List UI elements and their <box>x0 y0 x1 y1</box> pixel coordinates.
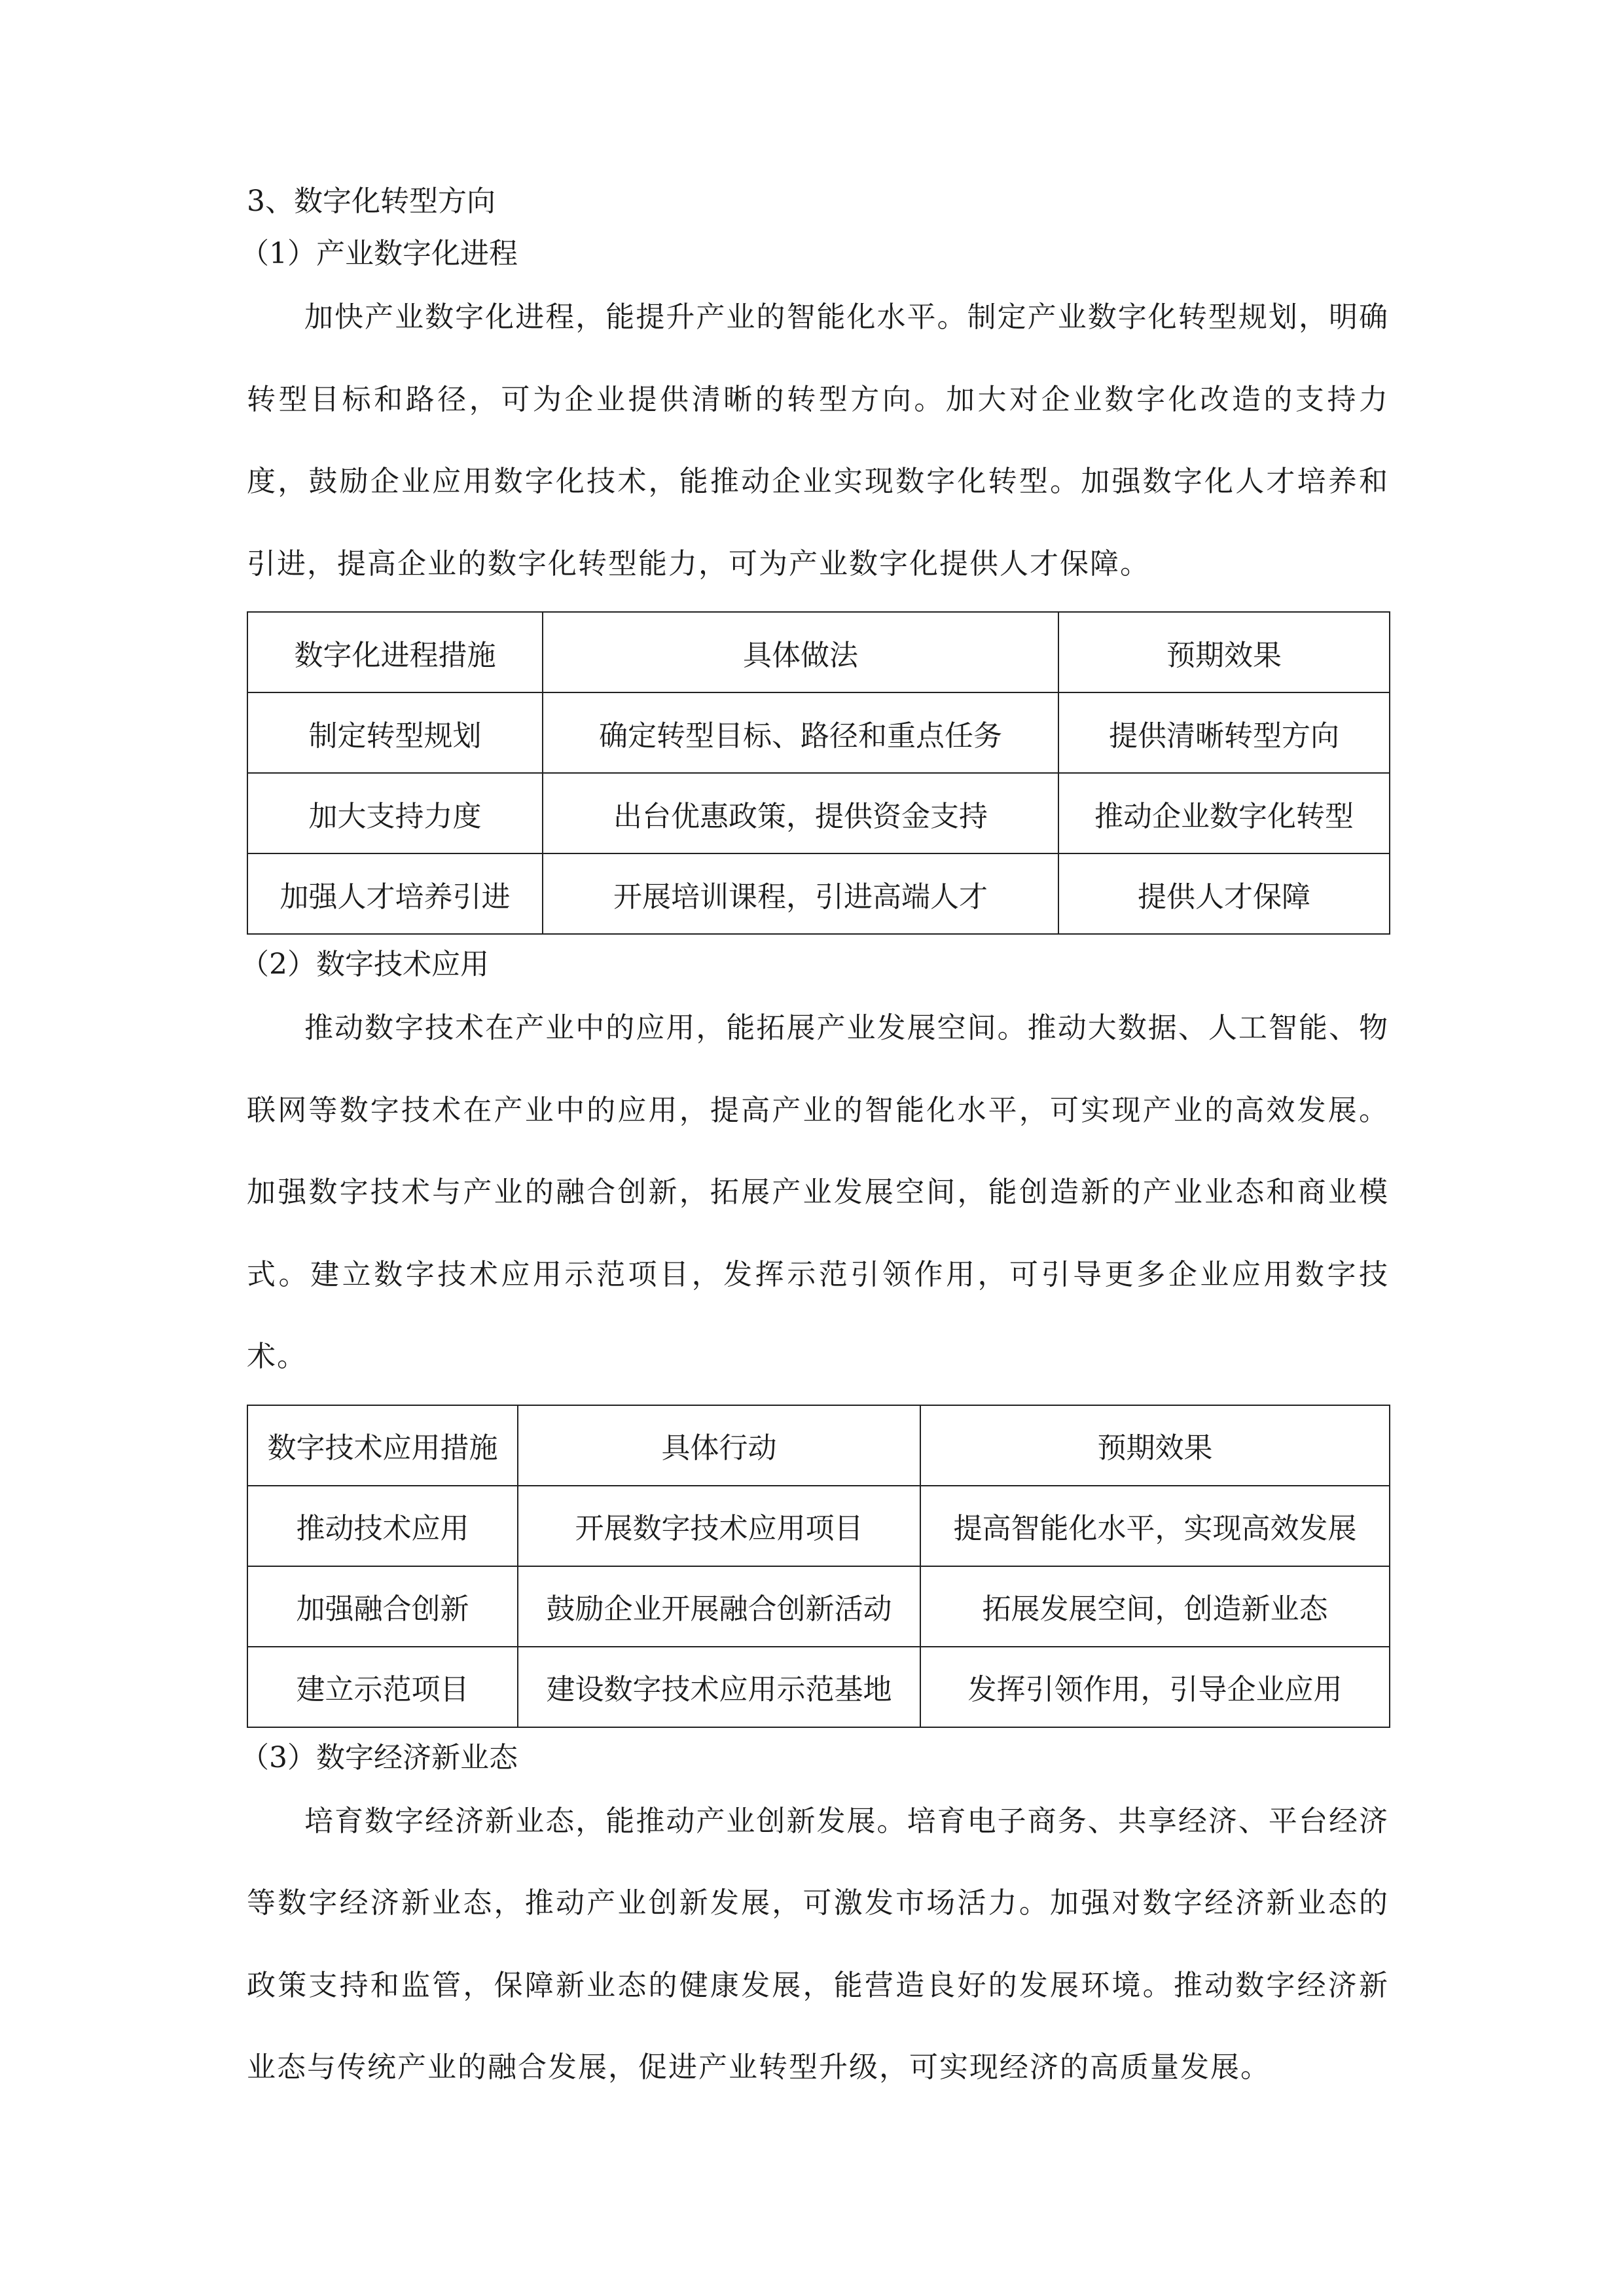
part2-heading: （2）数字技术应用 <box>240 948 489 981</box>
table-row <box>247 853 1390 934</box>
part3-paragraph: 培育数字经济新业态，能推动产业创新发展。培育电子商务、共享经济、平台经济等数字经济新业态，推动产业创新发展，可激发市场活力。加强对数字经济新业态的政策支持和监管，保障新业态的健康发展，能营造良好的发展环境。推动数字经济新业态与传统产业的融合发展，促进产业转型升级，可实现经济的高质量发展。 <box>247 1804 1389 2084</box>
table-cell: 出台优惠政策，提供资金支持 <box>543 773 1058 853</box>
table-cell: 拓展发展空间，创造新业态 <box>920 1566 1390 1647</box>
table-cell: 推动企业数字化转型 <box>1058 773 1390 853</box>
table-cell: 加强融合创新 <box>247 1566 518 1647</box>
part1-heading: （1）产业数字化进程 <box>240 237 518 270</box>
section-title: 3、数字化转型方向 <box>247 185 496 218</box>
table-header-cell: 数字技术应用措施 <box>247 1405 518 1486</box>
table-row <box>247 1486 1390 1566</box>
part3-heading: （3）数字经济新业态 <box>240 1740 518 1774</box>
table-row <box>247 1566 1390 1647</box>
table-header-cell: 具体行动 <box>518 1405 920 1486</box>
digital-tech-measures-table <box>247 1405 1390 1728</box>
table-header-row <box>247 612 1390 692</box>
part2-paragraph: 推动数字技术在产业中的应用，能拓展产业发展空间。推动大数据、人工智能、物联网等数字技术在产业中的应用，提高产业的智能化水平，可实现产业的高效发展。加强数字技术与产业的融合创新，拓展产业发展空间，能创造新的产业业态和商业模式。建立数字技术应用示范项目，发挥示范引领作用，可引导更多企业应用数字技术。 <box>247 1011 1389 1373</box>
table-header-cell: 预期效果 <box>1058 612 1390 692</box>
table-cell: 建设数字技术应用示范基地 <box>518 1647 920 1727</box>
digitalization-measures-table <box>247 611 1390 935</box>
table-cell: 开展培训课程，引进高端人才 <box>543 853 1058 934</box>
table-cell: 提高智能化水平，实现高效发展 <box>920 1486 1390 1566</box>
table-cell: 提供人才保障 <box>1058 853 1390 934</box>
table-cell: 加强人才培养引进 <box>247 853 543 934</box>
table-cell: 发挥引领作用，引导企业应用 <box>920 1647 1390 1727</box>
table-cell: 提供清晰转型方向 <box>1058 692 1390 773</box>
table-cell: 加大支持力度 <box>247 773 543 853</box>
table-header-cell: 数字化进程措施 <box>247 612 543 692</box>
table-row <box>247 773 1390 853</box>
table-row <box>247 1647 1390 1727</box>
table-cell: 推动技术应用 <box>247 1486 518 1566</box>
table-cell: 开展数字技术应用项目 <box>518 1486 920 1566</box>
document-page <box>240 185 1389 2115</box>
part1-paragraph: 加快产业数字化进程，能提升产业的智能化水平。制定产业数字化转型规划，明确转型目标和路径，可为企业提供清晰的转型方向。加大对企业数字化改造的支持力度，鼓励企业应用数字化技术，能推动企业实现数字化转型。加强数字化人才培养和引进，提高企业的数字化转型能力，可为产业数字化提供人才保障。 <box>247 300 1389 581</box>
table-row <box>247 692 1390 773</box>
table-cell: 鼓励企业开展融合创新活动 <box>518 1566 920 1647</box>
table-cell: 建立示范项目 <box>247 1647 518 1727</box>
table-cell: 确定转型目标、路径和重点任务 <box>543 692 1058 773</box>
table-header-row <box>247 1405 1390 1486</box>
table-header-cell: 预期效果 <box>920 1405 1390 1486</box>
table-header-cell: 具体做法 <box>543 612 1058 692</box>
table-cell: 制定转型规划 <box>247 692 543 773</box>
